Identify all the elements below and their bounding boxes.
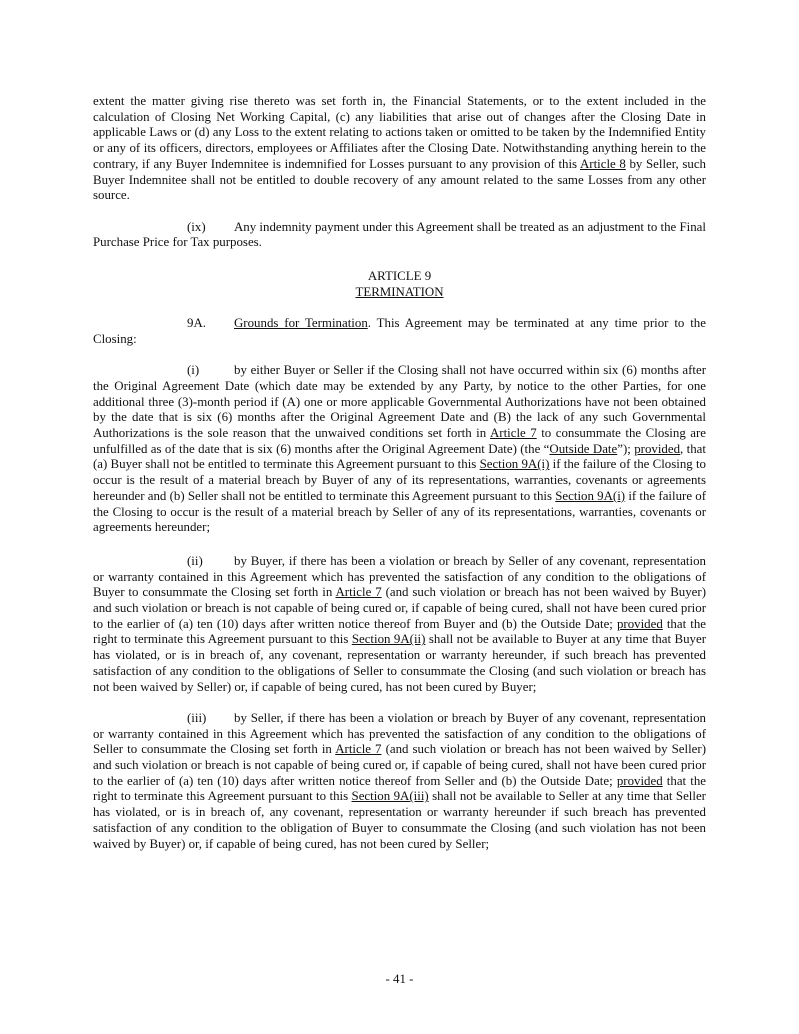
clause-text: to consummate the Closing are unfulfilled as of the date that is six (6) months after the Original Agreement Date) (the “ <box>93 426 706 456</box>
proviso-term: provided <box>616 773 663 788</box>
cross-reference: Article 7 <box>335 742 382 757</box>
article-title: TERMINATION <box>355 284 444 299</box>
proviso-term: provided <box>616 616 663 631</box>
page-number: - 41 - <box>385 972 414 986</box>
cross-reference: Article 8 <box>579 156 626 171</box>
article-number: ARTICLE 9 <box>367 269 432 284</box>
section-heading: Grounds for Termination <box>234 316 368 331</box>
paragraph-text: extent the matter giving rise thereto was set forth in, the Financial Statements, or to the extent included in the calculation of Closing Net Working Capital, (c) any liabilities that arise out of changes after the Closing Date in applicable Laws or (d) any Loss to the extent relating to actions taken or omitted to be taken by the Indemnified Entity or any of its officers, directors, employees or Affiliates after the Closing Date. Notwithstanding anything herein to the contrary, if any Buyer Indemnitee is indemnified for Losses pursuant to any provision of this <box>93 94 706 171</box>
clause-text: if the failure of the Closing to occur is the result of a material breach by Seller of any of its representations, warranties, covenants or agreements hereunder; <box>93 488 707 535</box>
clause-number: (ii) <box>187 553 203 568</box>
cross-reference: Section 9A(iii) <box>351 789 429 804</box>
clause-ii <box>93 554 706 695</box>
clause-text: by Seller, if there has been a violation or breach by Buyer of any covenant, representation or warranty contained in this Agreement which has prevented the satisfaction of any condition to the obligations of Seller to consummate the Closing set forth in <box>93 710 706 757</box>
cross-reference: Section 9A(i) <box>479 457 550 472</box>
clause-text: , that (a) Buyer shall not be entitled to terminate this Agreement pursuant to this <box>93 441 706 472</box>
section-9a <box>93 316 706 347</box>
clause-text: shall not be available to Seller at any time that Seller has violated, or is in breach of, any covenant, representation or warranty hereunder if such breach has prevented satisfaction of any condition to the obligation of Buyer to consummate the Closing (and such violation has not been waived by Buyer) or, if capable of being cured, has not been cured by Seller; <box>93 789 706 851</box>
clause-text: (and such violation or breach has not been waived by Buyer) and such violation or breach is not capable of being cured or, if capable of being cured, shall not have been cured prior to the earlier of (a) ten (10) days after written notice thereof from Buyer and (b) the Outside Date; <box>93 585 706 631</box>
cross-reference: Article 7 <box>335 585 382 600</box>
section-number: 9A. <box>187 316 206 331</box>
clause-text: (and such violation or breach has not been waived by Seller) and such violation or breach is not capable of being cured or, if capable of being cured, shall not have been cured prior to the earlier of (a) ten (10) days after written notice thereof from Seller and (b) the Outside Date; <box>93 742 706 788</box>
clause-iii <box>93 711 706 852</box>
clause-ix <box>93 220 706 251</box>
clause-text: by either Buyer or Seller if the Closing shall not have occurred within six (6) months after the Original Agreement Date (which date may be extended by any Party, by notice to the other Parties, for one additional three (3)-month period if (A) one or more applicable Governmental Authorizations have not been obtained by the date that is six (6) months after the Original Agreement Date and (B) the lack of any such Governmental Authorizations is the sole reason that the unwaived conditions set forth in <box>93 363 706 441</box>
clause-text: if the failure of the Closing to occur is the result of a material breach by Buyer of any of its representations, warranties, covenants or agreements hereunder and (b) Seller shall not be entitled to terminate this Agreement pursuant to this <box>93 457 707 503</box>
proviso-term: provided <box>634 441 681 456</box>
cross-reference: Article 7 <box>489 426 537 441</box>
clause-text: that the right to terminate this Agreement pursuant to this <box>93 616 706 647</box>
clause-number: (i) <box>187 363 200 378</box>
clause-text: Any indemnity payment under this Agreement shall be treated as an adjustment to the Final Purchase Price for Tax purposes. <box>93 219 706 250</box>
section-text: . This Agreement may be terminated at any time prior to the Closing: <box>93 316 706 346</box>
clause-number: (ix) <box>187 219 206 234</box>
cross-reference: Section 9A(ii) <box>351 632 426 647</box>
clause-number: (iii) <box>187 710 207 725</box>
defined-term: Outside Date <box>549 441 618 456</box>
clause-text: that the right to terminate this Agreement pursuant to this <box>93 773 707 804</box>
document-page <box>93 94 706 852</box>
paragraph-continuation <box>93 94 706 204</box>
clause-i <box>93 363 706 536</box>
clause-text: ”); <box>617 441 635 456</box>
cross-reference: Section 9A(i) <box>555 488 626 503</box>
clause-text: by Buyer, if there has been a violation or breach by Seller of any covenant, representation or warranty contained in this Agreement which has prevented the satisfaction of any condition to the obligations of Buyer to consummate the Closing set forth in <box>93 553 706 600</box>
clause-text: shall not be available to Buyer at any time that Buyer has violated, or is in breach of, any covenant, representation or warranty hereunder, if such breach has prevented satisfaction of any condition to the obligations of Seller to consummate the Closing (and such violation or breach has not been waived by Seller) or, if capable of being cured, has not been cured by Buyer; <box>93 632 706 694</box>
paragraph-text: by Seller, such Buyer Indemnitee shall not be entitled to double recovery of any amount related to the same Losses from any other source. <box>93 156 706 203</box>
